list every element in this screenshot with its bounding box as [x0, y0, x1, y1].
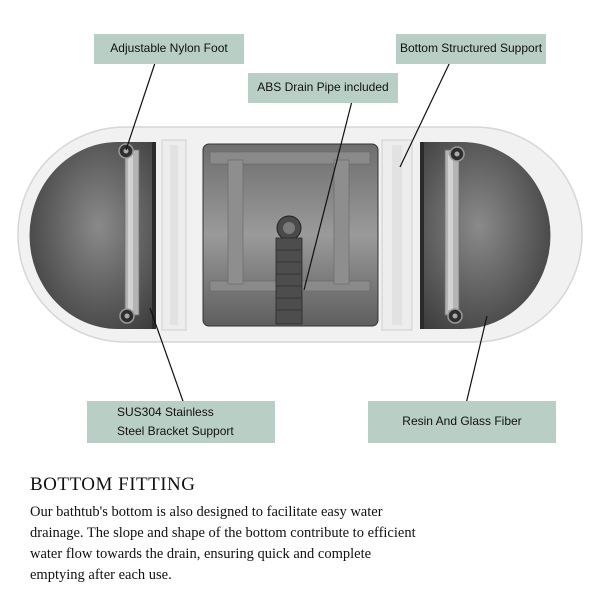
callout-steel-bracket — [87, 401, 275, 443]
callout-structured-support-text: Bottom Structured Support — [399, 41, 543, 56]
callout-structured-support — [396, 34, 546, 64]
section-title: BOTTOM FITTING — [30, 474, 196, 495]
drain-pipe-icon — [276, 216, 302, 324]
callout-resin-fiber — [368, 401, 556, 443]
callout-steel-bracket-line1: SUS304 Stainless — [117, 404, 214, 419]
callout-nylon-foot — [94, 34, 244, 64]
steel-bracket-left — [125, 150, 139, 315]
section-body: Our bathtub's bottom is also designed to facilitate easy water drainage. The slope and shape of the bottom contribute to efficient water flow towards the drain, ensuring quick and complete emptying after each use. — [30, 504, 416, 583]
callout-resin-fiber-text: Resin And Glass Fiber — [402, 414, 522, 429]
callout-drain-pipe-text: ABS Drain Pipe included — [257, 80, 389, 95]
callout-steel-bracket-line2: Steel Bracket Support — [117, 424, 234, 438]
callout-drain-pipe — [248, 73, 398, 103]
callout-nylon-foot-text: Adjustable Nylon Foot — [110, 41, 228, 56]
steel-bracket-right — [445, 150, 459, 315]
